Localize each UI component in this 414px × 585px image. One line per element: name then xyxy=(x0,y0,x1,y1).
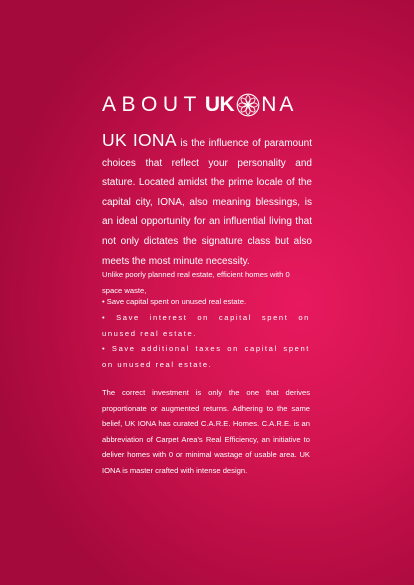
mandala-flower-icon xyxy=(236,93,260,117)
benefits-list xyxy=(102,294,310,373)
uk-iona-logo xyxy=(205,92,297,118)
benefit-item: • Save capital spent on unused real estate. xyxy=(102,297,247,306)
heading-about-text: ABOUT xyxy=(102,93,202,116)
intro-text: is the influence of paramount choices that reflect your personality and stature. Located amidst the prime locale of the capital city, IONA, also meaning blessings, is an ideal opportunity for an influential living that not only dictates the signature class but also meets the most minute necessity. xyxy=(102,138,312,267)
efficiency-paragraph: Unlike poorly planned real estate, efficient homes with 0 space waste, xyxy=(102,270,290,295)
logo-uk-text: UK xyxy=(204,93,235,116)
intro-brand-name: UK IONA xyxy=(102,130,177,150)
care-homes-paragraph: The correct investment is only the one that derives proportionate or augmented returns. Adhering to the same belief, UK IONA has curated C.A.R.E. Homes. C.A.R.E. is an abbreviation of Carpet Area's Real Efficiency, an initiative to deliver homes with 0 or minimal wastage of usable area. UK IONA is master crafted with intense design. xyxy=(102,388,310,475)
benefit-item: • Save interest on capital spent on unused real estate. xyxy=(102,312,310,338)
intro-paragraph xyxy=(102,131,312,271)
section-heading xyxy=(102,92,342,118)
benefit-item: • Save additional taxes on capital spent on unused real estate. xyxy=(102,344,310,370)
logo-na-text: NA xyxy=(261,93,297,116)
